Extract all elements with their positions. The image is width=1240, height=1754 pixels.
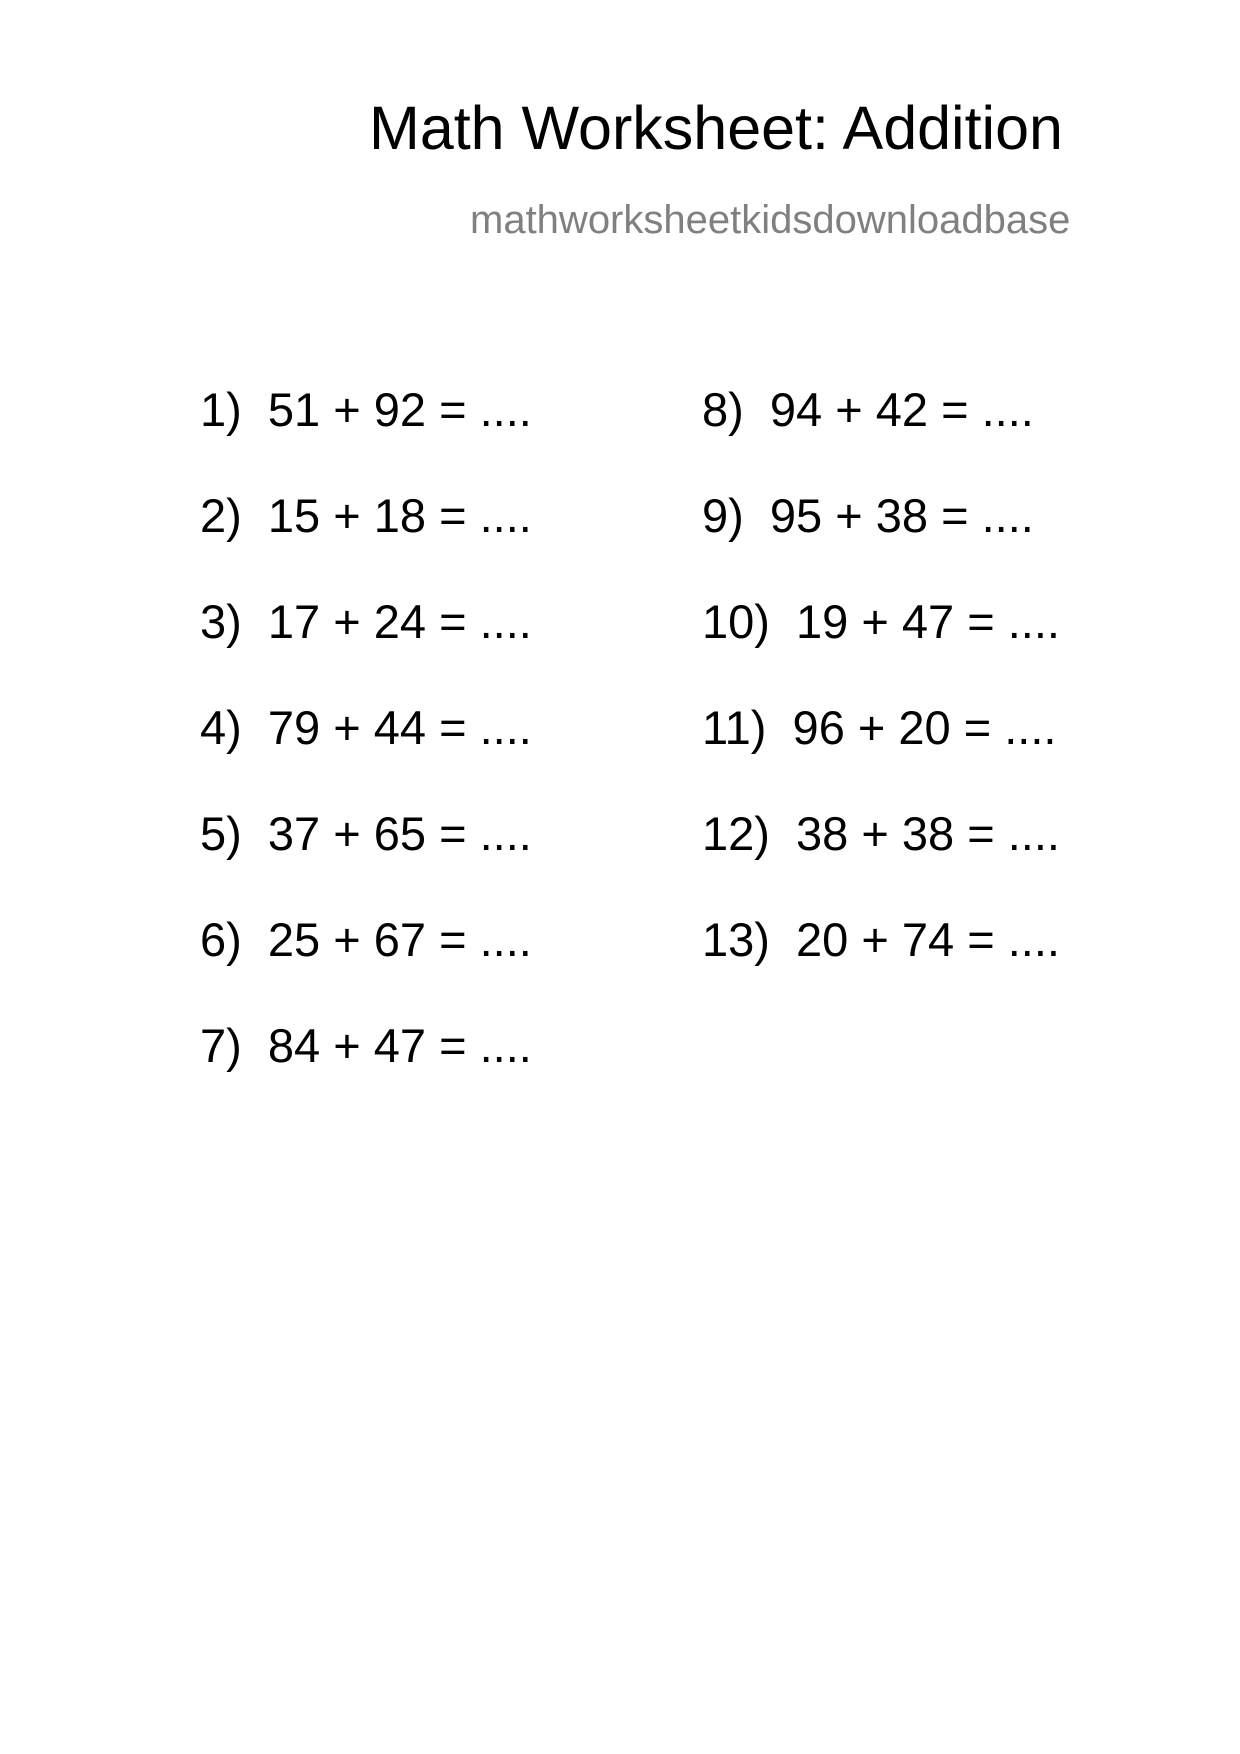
problems-column-right [702,384,1060,1020]
problem-6: 6) 25 + 67 = .... [200,913,532,966]
problem-4: 4) 79 + 44 = .... [200,701,532,754]
problem-9: 9) 95 + 38 = .... [702,489,1034,542]
worksheet-source: mathworksheetkidsdownloadbase [470,198,1071,242]
problems-column-left [200,384,532,1126]
problem-13: 13) 20 + 74 = .... [702,913,1060,966]
problem-10: 10) 19 + 47 = .... [702,595,1060,648]
problem-12: 12) 38 + 38 = .... [702,807,1060,860]
problem-7: 7) 84 + 47 = .... [200,1019,532,1072]
problem-2: 2) 15 + 18 = .... [200,489,532,542]
worksheet-title: Math Worksheet: Addition [369,94,1063,162]
problem-11: 11) 96 + 20 = .... [702,701,1057,754]
problem-8: 8) 94 + 42 = .... [702,383,1034,436]
problem-1: 1) 51 + 92 = .... [200,383,532,436]
problem-3: 3) 17 + 24 = .... [200,595,532,648]
problem-5: 5) 37 + 65 = .... [200,807,532,860]
